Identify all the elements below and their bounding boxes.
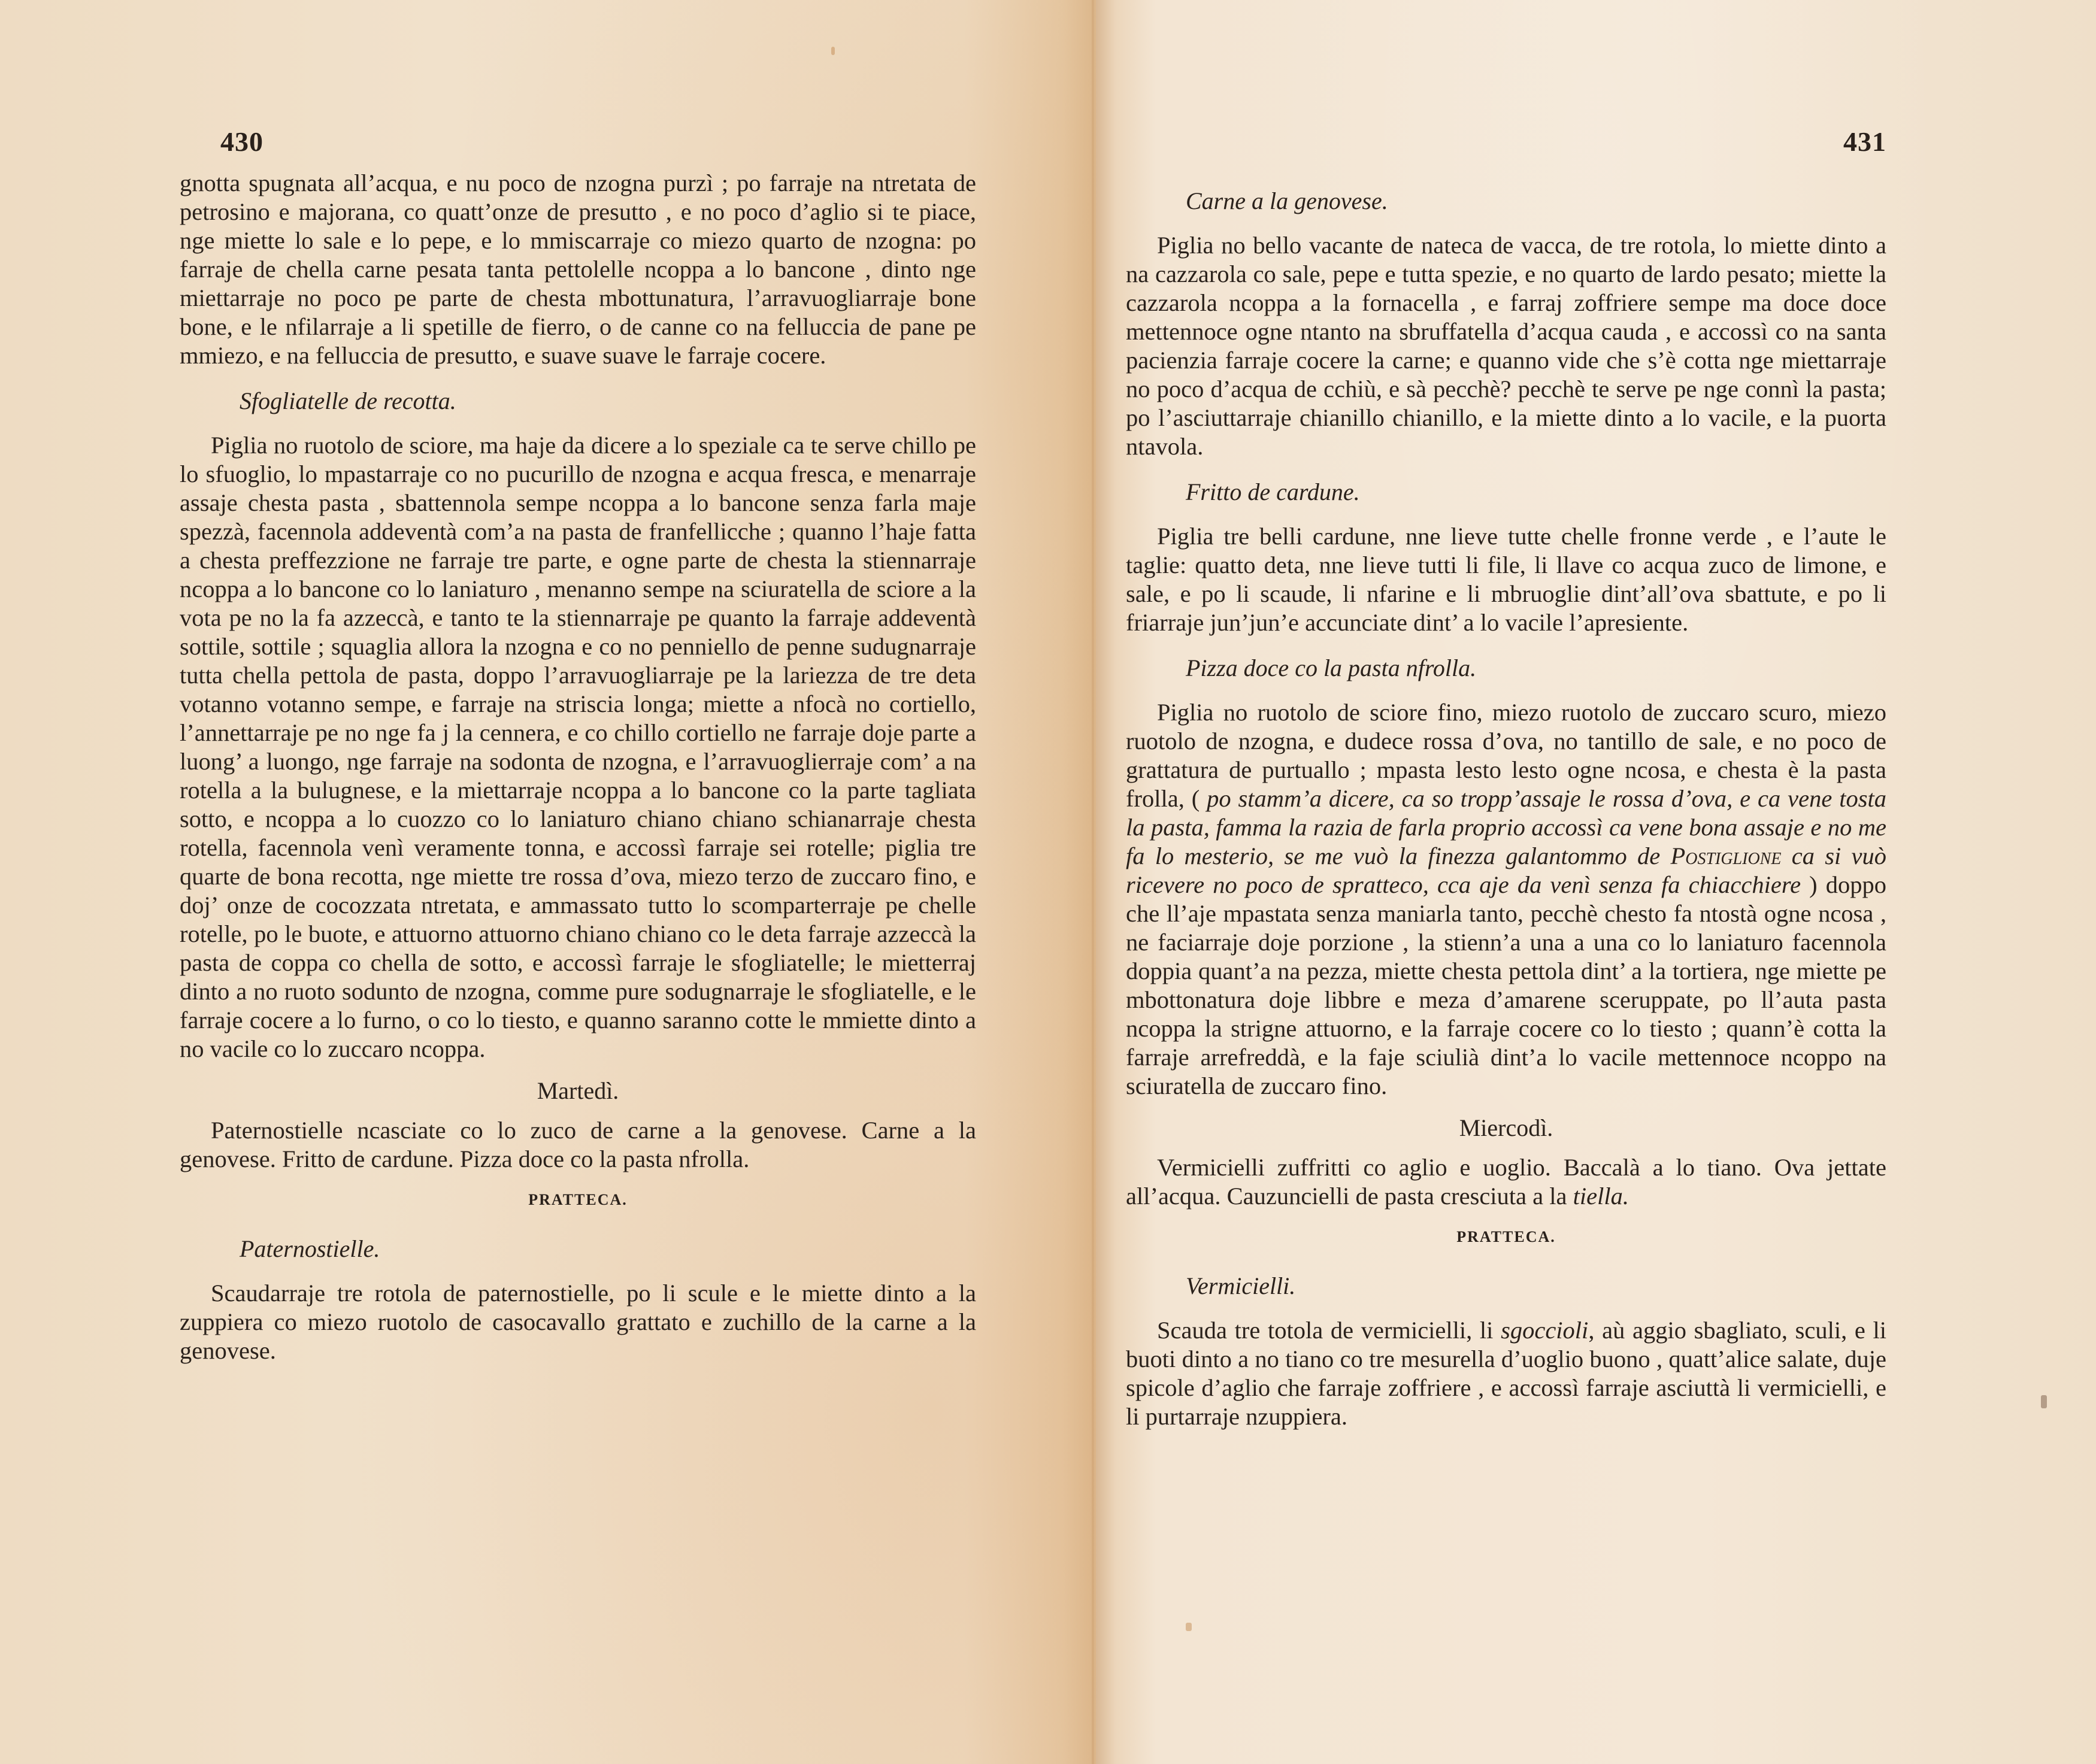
- recipe-title-pizza-doce: Pizza doce co la pasta nfrolla.: [1186, 654, 1477, 681]
- book-gutter: [1091, 0, 1095, 1764]
- paragraph-carne-genovese: Piglia no bello vacante de nateca de vacca, de tre rotola, lo miette dinto a na cazzarola co sale, pepe e tutta spezie, e no quarto de lardo pesato; miette la cazzarola ncoppa a la fornacella , e farraj zoffriere sempe ma doce doce mettennoce ogne ntanto na sbruffatella d’acqua cauda , e accossì co na santa pacienzia farraje cocere la carne; e quanno vide che s’è cotta nge miettarraje no poco d’acqua de cchiù, e sà pecchè? pecchè te serve pe nge connì la pasta; po l’asciuttarraje chianillo chianillo, e la miette dinto a lo vacile, e la puorta ntavola.: [1126, 232, 1886, 460]
- paragraph-menu-martedi: Paternostielle ncasciate co lo zuco de carne a la genovese. Carne a la genovese. Fritto de cardune. Pizza doce co la pasta nfrolla.: [180, 1117, 976, 1172]
- page-number-left: 430: [220, 126, 263, 157]
- italic-aside: po stamm’a dicere, ca so tropp’assaje le rossa d’ova, e ca vene tosta la pasta, famma la razia de farla proprio accossì ca vene bona assaje e no me fa lo mesterio, se me vuò la finezza galantommo de: [1126, 785, 1886, 869]
- paragraph-menu-miercodi: [1126, 1153, 1886, 1211]
- right-page: [1096, 0, 2096, 1764]
- italic-word-tiella: tiella.: [1573, 1183, 1629, 1210]
- text-run-after: , aù aggio sbagliato, sculi, e li buoti dinto a no tiano co tre mesurella d’uoglio buono , quatt’alice salate, duje spicole d’aglio che farraje zoffriere , e accossì farraje asciuttà li vermicielli, e li purtarraje nzuppiera.: [1126, 1317, 1886, 1430]
- paper-stain: [2041, 1395, 2047, 1408]
- italic-word-sgoccioli: sgoccioli: [1501, 1317, 1589, 1344]
- recipe-title-vermicielli: Vermicielli.: [1186, 1272, 1296, 1299]
- recipe-title-sfogliatelle: Sfogliatelle de recotta.: [240, 387, 456, 414]
- paragraph-fritto-cardune: Piglia tre belli cardune, nne lieve tutte chelle fronne verde , e l’aute le taglie: quatto deta, nne lieve tutti li file, li llave co acqua zuco de limone, e sale, e po li scaude, li nfarine e li mbruoglie dint’all’ova sbattute, e po li friarraje jun’jun’e accunciate dint’ a lo vacile l’apresiente.: [1126, 523, 1886, 636]
- recipe-title-carne-genovese: Carne a la genovese.: [1186, 187, 1388, 214]
- text-run: Vermicielli zuffritti co aglio e uoglio. Baccalà a lo tiano. Ova jettate all’acqua. Cauzuncielli de pasta cresciuta a la: [1126, 1154, 1886, 1210]
- name-postiglione: Postiglione: [1670, 842, 1782, 869]
- left-page-text-column: [180, 169, 976, 1365]
- paper-stain: [1186, 1623, 1192, 1631]
- paragraph-continuation: gnotta spugnata all’acqua, e nu poco de nzogna purzì ; po farraje na ntretata de petrosino e majorana, co quatt’onze de presutto , e no poco d’aglio si te piace, nge miette lo sale e lo pepe, e lo mmiscarraje co miezo quarto de nzogna: po farraje de chella carne pesata tanta pettolelle ncoppa a lo bancone , dinto nge miettarraje no poco pe parte de chesta mbottunatura, l’arravuogliarraje bone bone, e le nfilarraje a li spetille de fierro, o de canne co na felluccia de pane pe mmiezo, e na felluccia de presutto, e suave suave le farraje cocere.: [180, 169, 976, 369]
- right-page-text-column: [1126, 174, 1886, 1431]
- day-heading-martedi: Martedì.: [537, 1077, 619, 1104]
- recipe-title-fritto-cardune: Fritto de cardune.: [1186, 478, 1360, 505]
- text-run: Piglia no ruotolo de sciore fino, miezo ruotolo de zuccaro scuro, miezo ruotolo de nzogna, e dudece rossa d’ova, no tantillo de sale, e no poco de grattatura de purtuallo ; mpasta lesto lesto ogne ncosa, e chesta è la pasta frolla, (: [1126, 699, 1886, 812]
- text-run: Scauda tre totola de vermicielli, li: [1157, 1317, 1501, 1344]
- paragraph-vermicielli: [1126, 1316, 1886, 1431]
- paragraph-sfogliatelle: Piglia no ruotolo de sciore, ma haje da dicere a lo speziale ca te serve chillo pe lo sfuoglio, lo mpastarraje co no pucurillo de nzogna e acqua fresca, e menarraje assaje chesta pasta , sbattennola sempe ncoppa a lo bancone senza farla maje spezzà, facennola addeventà com’a na pasta de franfellicche ; quanno l’haje fatta a chesta preffezzione ne farraje tre parte, e ogne parte de chesta la stiennarraje ncoppa a lo bancone co lo laniaturo , menanno sempe na sciuratella de sciore a la vota pe no la fa azzeccà, e tanto te la stiennarraje pe quanto la farraje addeventà sottile, sottile ; squaglia allora la nzogna e co no penniello de penne sudugnarraje tutta chella pettola de pasta, doppo l’arravuogliarraje pe la lariezza de tre deta votanno votanno sempe, e farraje na striscia longa; miette a nfocà no cortiello, l’annettarraje pe no nge fa j la cennera, e co chillo cortiello ne farraje doje parte a luong’ a luongo, nge farraje na sodonta de nzogna, e l’arravuoglierraje com’ a na rotella a la bulugnese, e la miettarraje ncoppa a lo bancone co la parte tagliata sotto, e ncoppa a lo cuozzo co lo laniaturo chiano chiano schianarraje chesta rotella, facennola venì veramente tonna, e accossì farraje sei rotelle; piglia tre quarte de bona recotta, nge miette tre rossa d’ova, miezo terzo de zuccaro fino, e doj’ onze de cocozzata ntretata, e ammassato tutto lo scomparterraje pe chelle rotelle, po le buote, e attuorno attuorno chiano chiano co le deta farraje azzeccà la pasta de coppa co chella de sotto, e accossì farraje le sfogliatelle; le mietterraj dinto a no ruoto sodunto de nzogna, comme pure sodugnarraje le sfogliatelle, e le farraje cocere a lo furno, o co lo tiesto, e quanno saranno cotte le mmiette dinto a no vacile co lo zuccaro ncoppa.: [180, 432, 976, 1062]
- paragraph-paternostielle: Scaudarraje tre rotola de paternostielle, po li scule e le miette dinto a la zuppiera co miezo ruotolo de casocavallo grattato e zuchillo de la carne a la genovese.: [180, 1280, 976, 1364]
- italic-aside-end: ca si vuò ricevere no poco de spratteco, cca aje da venì senza fa chiacchiere: [1126, 842, 1886, 898]
- text-run-after: ) doppo che ll’aje mpastata senza maniarla tanto, pecchè chesto fa ntostà ogne ncosa , ne faciarraje doje porzione , la stienn’a una a una co lo laniaturo facennola doppia quant’a na pezza, miette chesta pettola dint’ a la tortiera, nge miette pe mbottonatura doje libbre e meza d’amarene sceruppate, po ll’auta pasta ncoppa la strigne attuorno, e la farraje cocere co lo tiesto ; quann’è cotta la farraje arrefreddà, e la faje sciulià dint’a lo vacile mettennoce ncoppo na sciuratella de zuccaro fino.: [1126, 871, 1886, 1099]
- page-number-right: 431: [1843, 126, 1886, 157]
- recipe-title-paternostielle: Paternostielle.: [240, 1235, 380, 1262]
- section-heading-pratteca: PRATTECA.: [1456, 1228, 1556, 1245]
- paper-stain: [831, 47, 835, 55]
- day-heading-miercodi: Miercodì.: [1459, 1114, 1553, 1141]
- section-heading-pratteca: PRATTECA.: [528, 1191, 628, 1208]
- paragraph-pizza-doce: [1126, 698, 1886, 1101]
